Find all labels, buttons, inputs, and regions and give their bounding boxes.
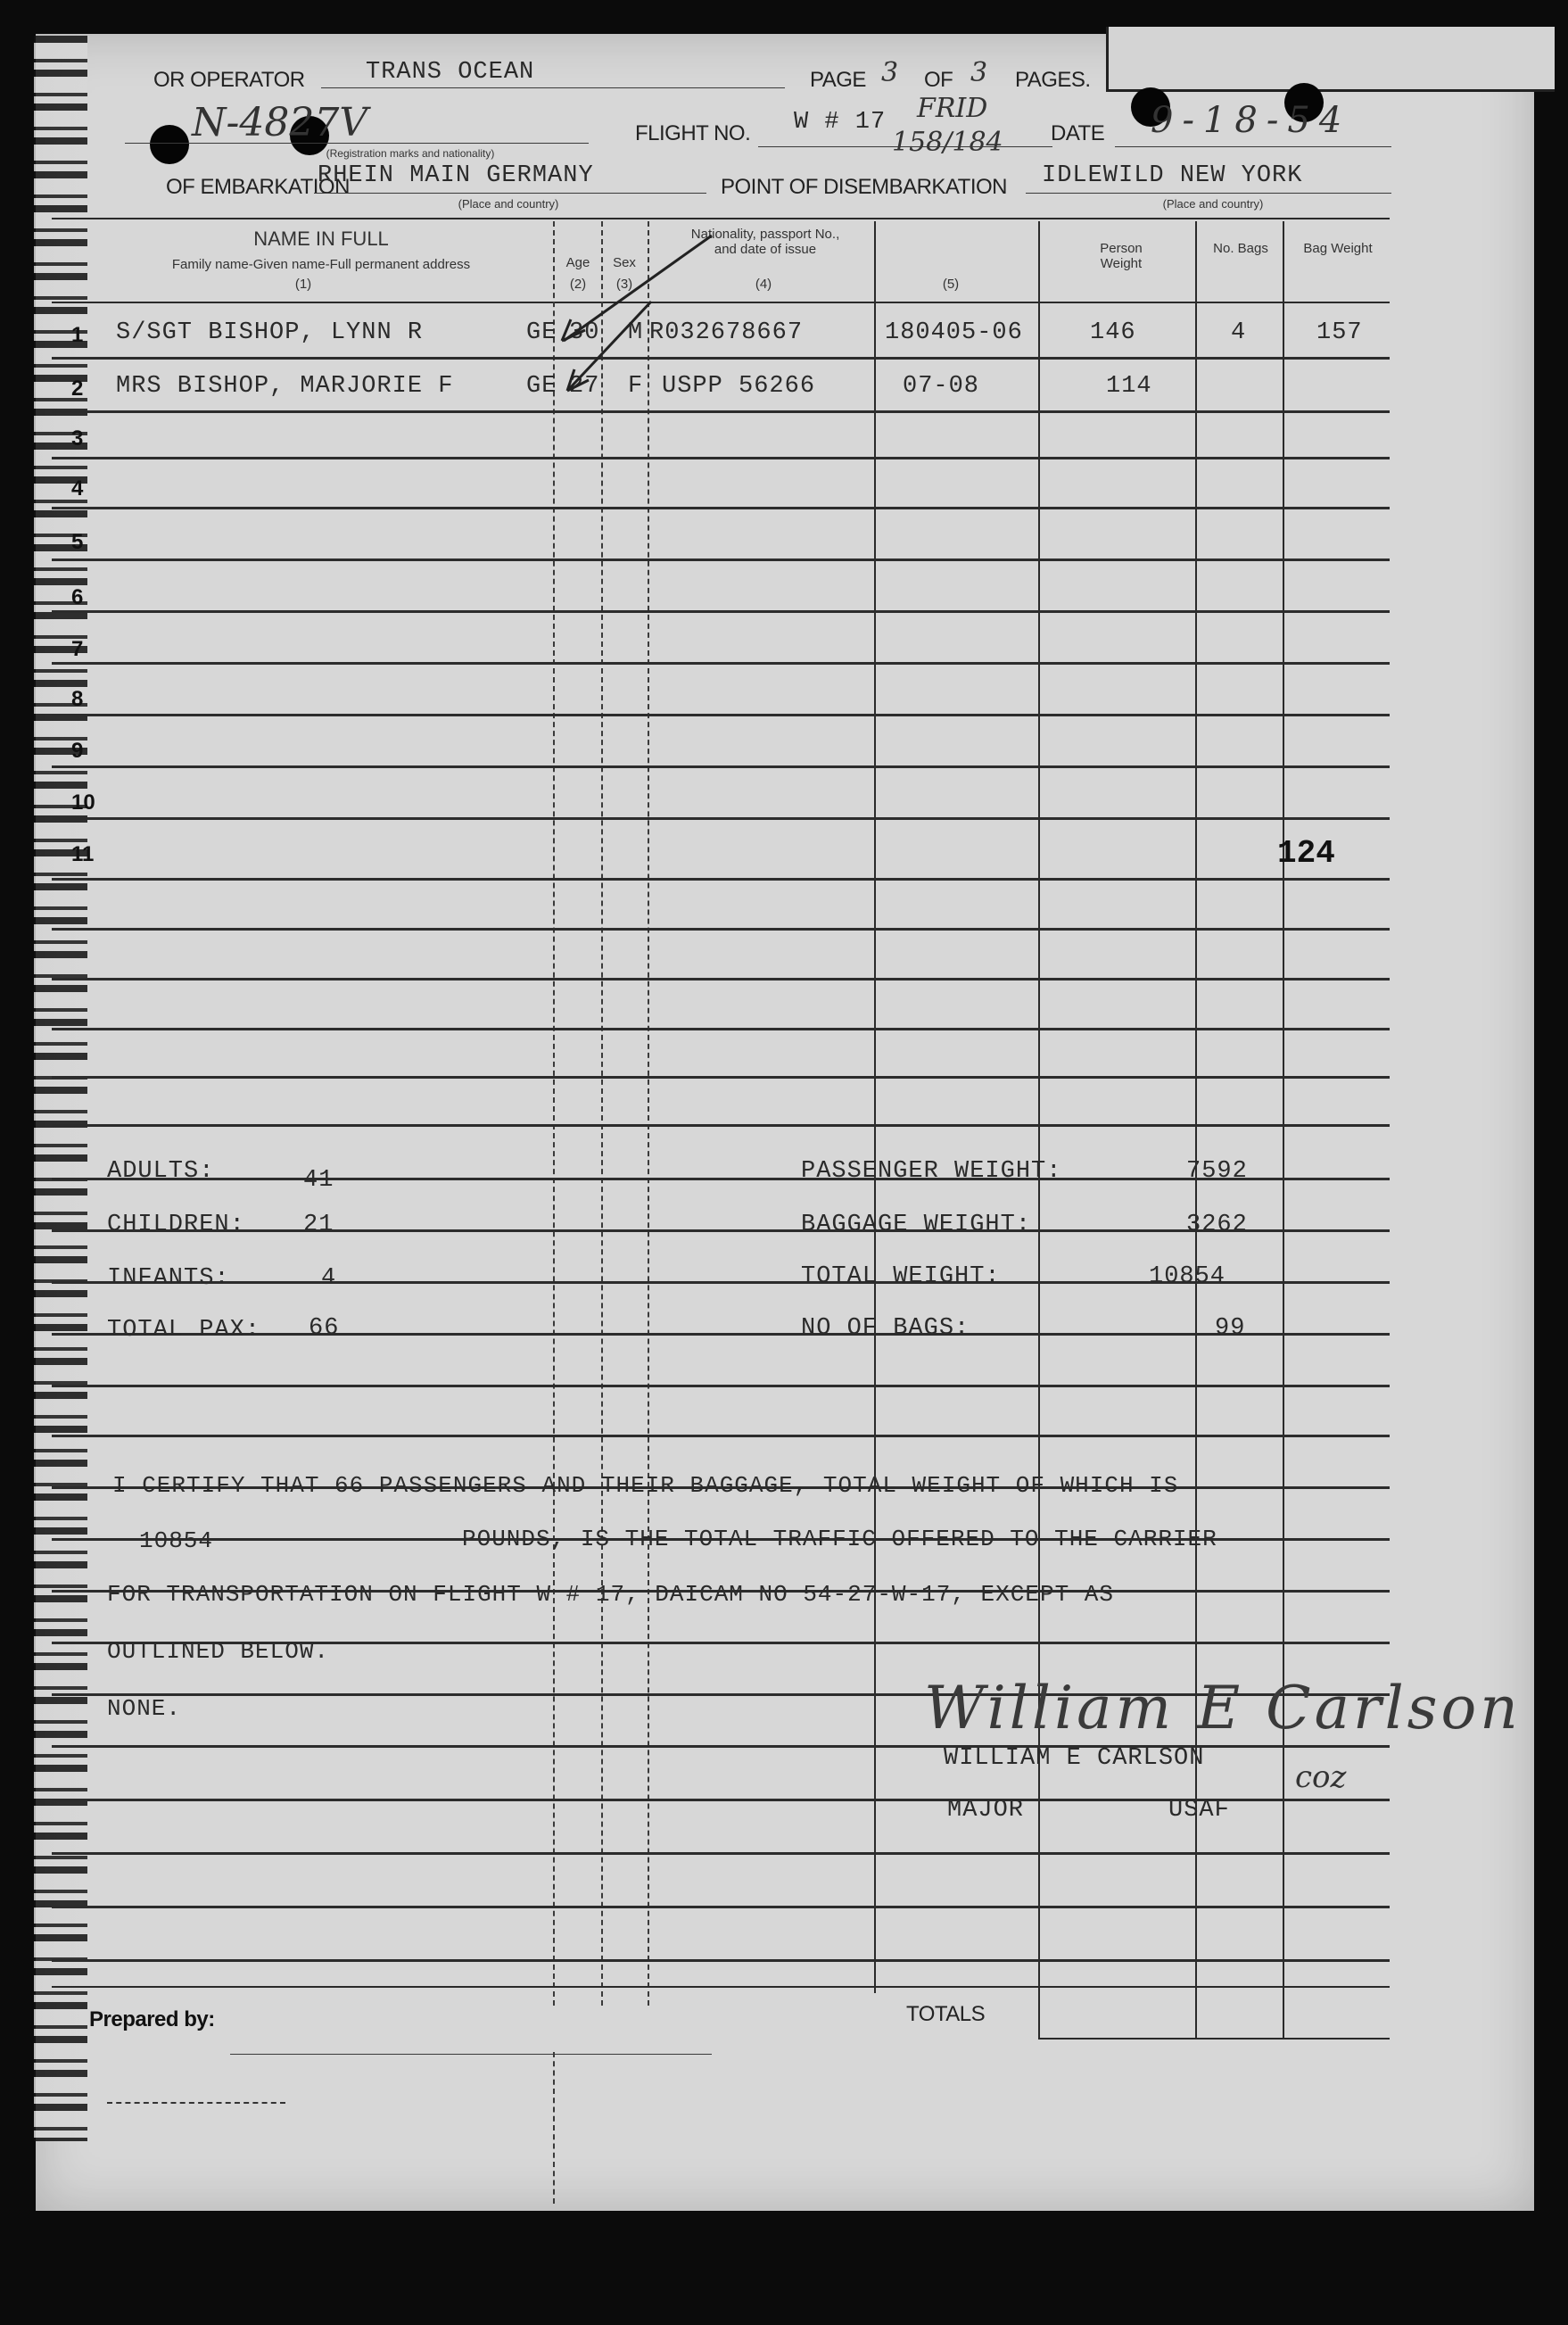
signer-initials: coz — [1295, 1759, 1347, 1795]
flight-handwritten-day: FRID — [917, 93, 988, 124]
flight-number: W # 17 — [794, 109, 887, 136]
totals-top-rule — [52, 1986, 1390, 1988]
passenger-col5: 180405-06 — [885, 319, 1023, 346]
passenger-person-weight: 146 — [1090, 319, 1136, 346]
binding-margin — [34, 36, 87, 2141]
date-underline — [1115, 146, 1391, 147]
passenger-age: 27 — [569, 373, 600, 400]
col-no-bags: No. Bags — [1213, 241, 1268, 256]
signer-typed-name: WILLIAM E CARLSON — [944, 1745, 1205, 1772]
col-rule — [1283, 221, 1284, 2038]
row-rule — [52, 928, 1390, 931]
col-sex: Sex — [613, 255, 636, 270]
totals-label: TOTALS — [906, 2002, 986, 2026]
page-label: PAGE — [810, 68, 866, 92]
col-5-number: (5) — [942, 277, 960, 292]
row-number: 6 — [71, 585, 84, 609]
row-rule — [52, 765, 1390, 768]
row-rule — [52, 507, 1390, 509]
row-rule — [52, 1959, 1390, 1962]
certification-line-1: I CERTIFY THAT 66 PASSENGERS AND THEIR BAGGAGE, TOTAL WEIGHT OF WHICH IS — [112, 1472, 1179, 1499]
row-rule — [52, 1906, 1390, 1908]
passenger-person-weight: 114 — [1106, 373, 1152, 400]
date-value: 9-18-54 — [1151, 100, 1351, 141]
col-name-number: (1) — [294, 277, 312, 292]
row-rule — [52, 1028, 1390, 1030]
date-label: DATE — [1051, 121, 1105, 145]
number-of-bags-label: NO OF BAGS: — [801, 1315, 970, 1342]
certification-weight: 10854 — [139, 1527, 214, 1554]
flight-label: FLIGHT NO. — [635, 121, 751, 145]
adults-value: 41 — [303, 1167, 334, 1194]
manifest-sheet — [36, 34, 1534, 2211]
col-bag-weight: Bag Weight — [1303, 241, 1373, 256]
passenger-bags: 4 — [1231, 319, 1247, 346]
operator-underline — [321, 87, 785, 88]
certification-line-5: NONE. — [107, 1695, 182, 1722]
passenger-sex: M — [628, 319, 644, 346]
pages-label: PAGES. — [1015, 68, 1091, 92]
row-rule — [52, 978, 1390, 980]
row-rule — [52, 817, 1390, 820]
passenger-weight-label: PASSENGER WEIGHT: — [801, 1158, 1062, 1185]
header-top-rule — [52, 218, 1390, 219]
certification-line-2: POUNDS, IS THE TOTAL TRAFFIC OFFERED TO THE CARRIER — [462, 1526, 1217, 1552]
passenger-age: 30 — [569, 319, 600, 346]
flight-handwritten-code: 158/184 — [892, 127, 1003, 158]
footer-dashed-rule-vertical — [553, 2052, 555, 2204]
col-sex-number: (3) — [615, 277, 633, 292]
row-rule — [52, 610, 1390, 613]
row-number: 2 — [71, 376, 84, 401]
children-value: 21 — [303, 1212, 334, 1238]
passenger-weight-value: 7592 — [1186, 1158, 1248, 1185]
passenger-passport: USPP 56266 — [662, 373, 816, 400]
children-label: CHILDREN: — [107, 1212, 245, 1238]
row-rule — [52, 1852, 1390, 1855]
passenger-nat-code: GE — [526, 373, 557, 400]
page-total: 3 — [970, 57, 988, 88]
total-weight-label: TOTAL WEIGHT: — [801, 1263, 1001, 1290]
prepared-by-underline — [230, 2054, 712, 2055]
total-pax-label: TOTAL PAX: — [107, 1317, 261, 1344]
row-rule — [52, 714, 1390, 716]
infants-label: INFANTS: — [107, 1265, 230, 1292]
embarkation-caption: (Place and country) — [458, 197, 559, 211]
col-age-number: (2) — [569, 277, 587, 292]
flight-underline — [758, 146, 1052, 147]
col-rule — [601, 221, 603, 2006]
col-name-title: NAME IN FULL — [253, 228, 389, 250]
passenger-bag-weight: 157 — [1316, 319, 1363, 346]
certification-line-3: FOR TRANSPORTATION ON FLIGHT W # 17, DAICAM NO 54-27-W-17, EXCEPT AS — [107, 1581, 1114, 1608]
col-rule — [553, 221, 555, 2006]
page-number: 3 — [881, 57, 899, 88]
signature: William E Carlson — [924, 1674, 1522, 1742]
operator-label: OR OPERATOR — [153, 68, 305, 92]
row-rule — [52, 1435, 1390, 1437]
handwritten-annotation: 124 — [1277, 835, 1335, 872]
operator-value: TRANS OCEAN — [366, 59, 535, 86]
row-number: 7 — [71, 637, 84, 661]
aircraft-registration: N-4827V — [192, 100, 368, 145]
row-number: 10 — [71, 790, 95, 815]
row-rule — [52, 878, 1390, 881]
paper-edge — [1106, 27, 1555, 92]
punch-hole — [150, 125, 189, 164]
registration-caption: (Registration marks and nationality) — [326, 147, 495, 160]
passenger-col5: 07-08 — [903, 373, 980, 400]
embark-underline — [314, 193, 706, 194]
passenger-name: S/SGT BISHOP, LYNN R — [116, 319, 424, 346]
row-rule — [52, 558, 1390, 561]
row-rule — [52, 410, 1390, 413]
adults-label: ADULTS: — [107, 1158, 215, 1185]
disembarkation-caption: (Place and country) — [1162, 197, 1264, 211]
embarkation-value: RHEIN MAIN GERMANY — [318, 162, 594, 189]
passenger-sex: F — [628, 373, 644, 400]
passenger-nat-code: GE — [526, 319, 557, 346]
row-rule — [52, 1385, 1390, 1387]
row-number: 9 — [71, 739, 84, 763]
row-number: 1 — [71, 323, 84, 347]
baggage-weight-value: 3262 — [1186, 1212, 1248, 1238]
row-number: 4 — [71, 476, 84, 501]
row-number: 5 — [71, 530, 84, 554]
prepared-by-label: Prepared by: — [89, 2007, 215, 2031]
baggage-weight-label: BAGGAGE WEIGHT: — [801, 1212, 1032, 1238]
col-nationality-number: (4) — [755, 277, 772, 292]
total-pax-value: 66 — [309, 1315, 340, 1342]
totals-bottom-rule — [1038, 2038, 1390, 2040]
signer-branch: USAF — [1168, 1797, 1230, 1824]
passenger-name: MRS BISHOP, MARJORIE F — [116, 373, 454, 400]
signer-rank: MAJOR — [947, 1797, 1025, 1824]
check-mark-icon — [544, 230, 722, 409]
row-number: 11 — [71, 842, 95, 866]
disembark-underline — [1026, 193, 1391, 194]
infants-value: 4 — [321, 1265, 337, 1292]
row-number: 3 — [71, 426, 84, 451]
certification-line-4: OUTLINED BELOW. — [107, 1638, 330, 1665]
reg-underline — [125, 143, 589, 144]
row-number: 8 — [71, 687, 84, 711]
embarkation-label: OF EMBARKATION — [166, 175, 350, 199]
col-rule — [648, 221, 649, 2006]
col-rule — [874, 221, 876, 1993]
row-rule — [52, 1124, 1390, 1127]
disembarkation-label: POINT OF DISEMBARKATION — [721, 175, 1007, 199]
col-person-weight: Person Weight — [1100, 241, 1143, 271]
total-weight-value: 10854 — [1149, 1263, 1226, 1290]
col-age: Age — [565, 255, 590, 270]
of-label: OF — [924, 68, 953, 92]
row-rule — [52, 457, 1390, 459]
disembarkation-value: IDLEWILD NEW YORK — [1042, 162, 1303, 189]
row-rule — [52, 662, 1390, 665]
passenger-passport: R032678667 — [649, 319, 804, 346]
row-rule — [52, 1076, 1390, 1079]
col-nationality: Nationality, passport No., and date of issue — [690, 227, 840, 257]
col-name-subtitle: Family name-Given name-Full permanent address — [171, 257, 471, 272]
number-of-bags-value: 99 — [1215, 1315, 1246, 1342]
footer-dashed-rule — [107, 2102, 285, 2104]
